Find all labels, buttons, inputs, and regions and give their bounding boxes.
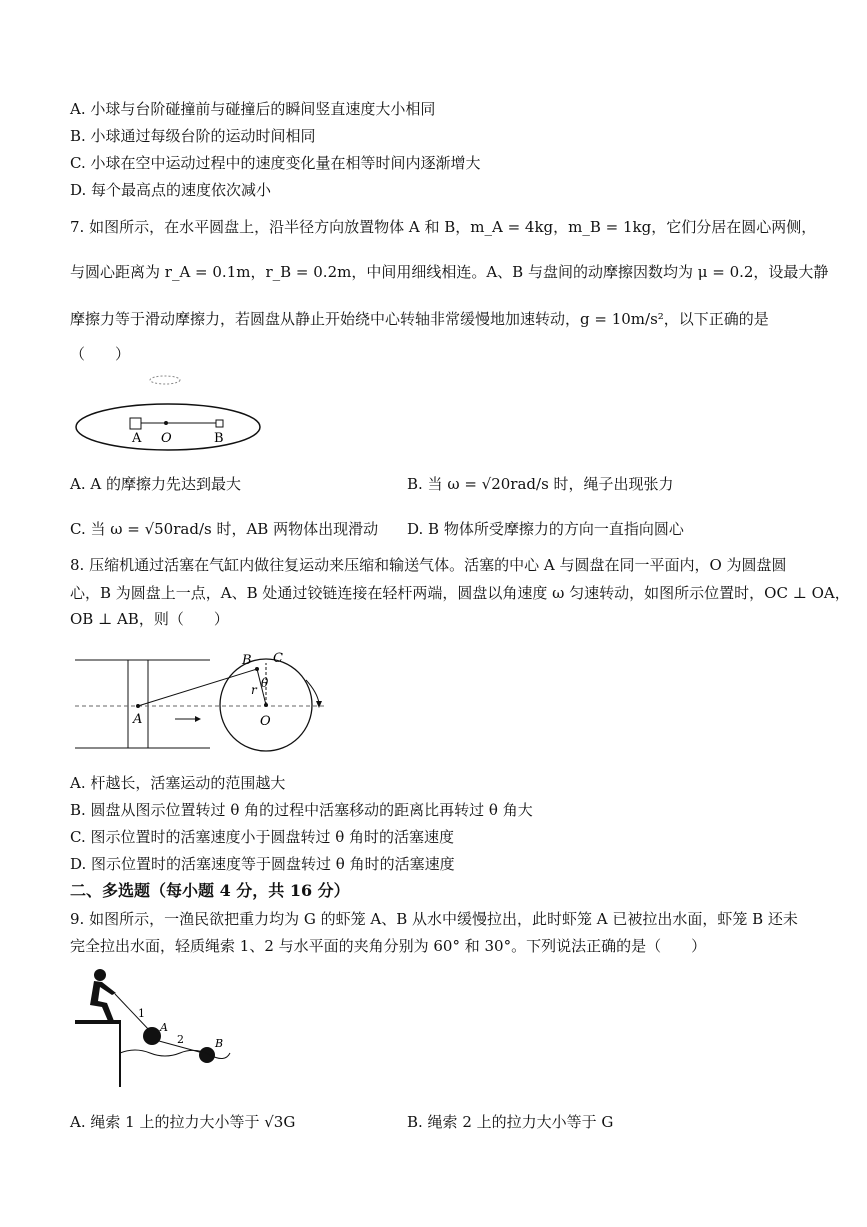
q8-option-c: C. 图示位置时的活塞速度小于圆盘转过 θ 角时的活塞速度 (70, 828, 455, 846)
cage-a (143, 1027, 161, 1045)
rotation-indicator (150, 376, 180, 384)
hinge-a (136, 704, 140, 708)
q8-option-a: A. 杆越长，活塞运动的范围越大 (70, 774, 286, 792)
cage-b (199, 1047, 215, 1063)
block-a (130, 418, 141, 429)
label-r: r (251, 683, 257, 697)
label-b: B (215, 1037, 224, 1050)
label-a: A (160, 1021, 168, 1034)
q8-stem-line3: OB ⊥ AB，则（ ） (70, 610, 229, 628)
rotation-arrow-head (316, 701, 322, 708)
label-o: O (161, 431, 172, 446)
q7-disk-figure (70, 370, 270, 455)
section-heading: 二、多选题（每小题 4 分，共 16 分） (70, 881, 350, 900)
q9-option-a: A. 绳索 1 上的拉力大小等于 √3G (70, 1113, 296, 1131)
q7-option-a: A. A 的摩擦力先达到最大 (70, 475, 241, 493)
q8-compressor-figure (70, 645, 330, 760)
q6-option-b: B. 小球通过每级台阶的运动时间相同 (70, 127, 316, 145)
q8-stem-line2: 心，B 为圆盘上一点，A、B 处通过铰链连接在轻杆两端，圆盘以角速度 ω 匀速转动，如图所示位置时，OC ⊥ OA， (70, 584, 850, 602)
piston-arrow-head (195, 716, 201, 722)
label-theta: θ (261, 676, 269, 690)
q7-option-d: D. B 物体所受摩擦力的方向一直指向圆心 (407, 520, 684, 538)
label-rope-2: 2 (177, 1033, 184, 1046)
q7-stem-line3: 摩擦力等于滑动摩擦力，若圆盘从静止开始绕中心转轴非常缓慢地加速转动，g = 10m/s²，以下正确的是 (70, 310, 769, 328)
q8-option-d: D. 图示位置时的活塞速度等于圆盘转过 θ 角时的活塞速度 (70, 855, 455, 873)
center-dot (164, 421, 168, 425)
label-o: O (260, 714, 271, 729)
q6-option-a: A. 小球与台阶碰撞前与碰撞后的瞬间竖直速度大小相同 (70, 100, 436, 118)
q9-stem-line1: 9. 如图所示，一渔民欲把重力均为 G 的虾笼 A、B 从水中缓慢拉出，此时虾笼 A 已被拉出水面，虾笼 B 还未 (70, 910, 798, 928)
q9-stem-line2: 完全拉出水面，轻质绳索 1、2 与水平面的夹角分别为 60° 和 30°。下列说法正确的是（ ） (70, 937, 707, 955)
rod-ab (138, 669, 257, 706)
q7-option-b: B. 当 ω = √20rad/s 时，绳子出现张力 (407, 475, 674, 493)
q9-fisherman-figure (70, 965, 235, 1090)
q9-option-b: B. 绳索 2 上的拉力大小等于 G (407, 1113, 614, 1131)
label-c: C (273, 651, 283, 666)
fisherman-head (94, 969, 106, 981)
q7-answer-bracket: （ ） (70, 345, 131, 363)
q8-stem-line1: 8. 压缩机通过活塞在气缸内做往复运动来压缩和输送气体。活塞的中心 A 与圆盘在同一平面内，O 为圆盘圆 (70, 556, 787, 574)
fisherman-body (90, 981, 116, 1021)
center-o (264, 703, 268, 707)
q6-option-d: D. 每个最高点的速度依次减小 (70, 181, 272, 199)
q7-stem-line2: 与圆心距离为 r_A = 0.1m，r_B = 0.2m，中间用细线相连。A、B 与盘间的动摩擦因数均为 μ = 0.2，设最大静 (70, 263, 829, 281)
label-b: B (242, 653, 252, 668)
label-a: A (132, 431, 142, 446)
rotation-arrow (306, 680, 319, 703)
label-rope-1: 1 (138, 1007, 145, 1020)
label-b: B (214, 431, 224, 446)
hinge-b (255, 667, 259, 671)
q7-option-c: C. 当 ω = √50rad/s 时，AB 两物体出现滑动 (70, 520, 379, 538)
label-a: A (133, 712, 143, 727)
q6-option-c: C. 小球在空中运动过程中的速度变化量在相等时间内逐渐增大 (70, 154, 481, 172)
q7-stem-line1: 7. 如图所示，在水平圆盘上，沿半径方向放置物体 A 和 B，m_A = 4kg，m_B = 1kg，它们分居在圆心两侧， (70, 218, 817, 236)
block-b (216, 420, 223, 427)
q8-option-b: B. 圆盘从图示位置转过 θ 角的过程中活塞移动的距离比再转过 θ 角大 (70, 801, 533, 819)
